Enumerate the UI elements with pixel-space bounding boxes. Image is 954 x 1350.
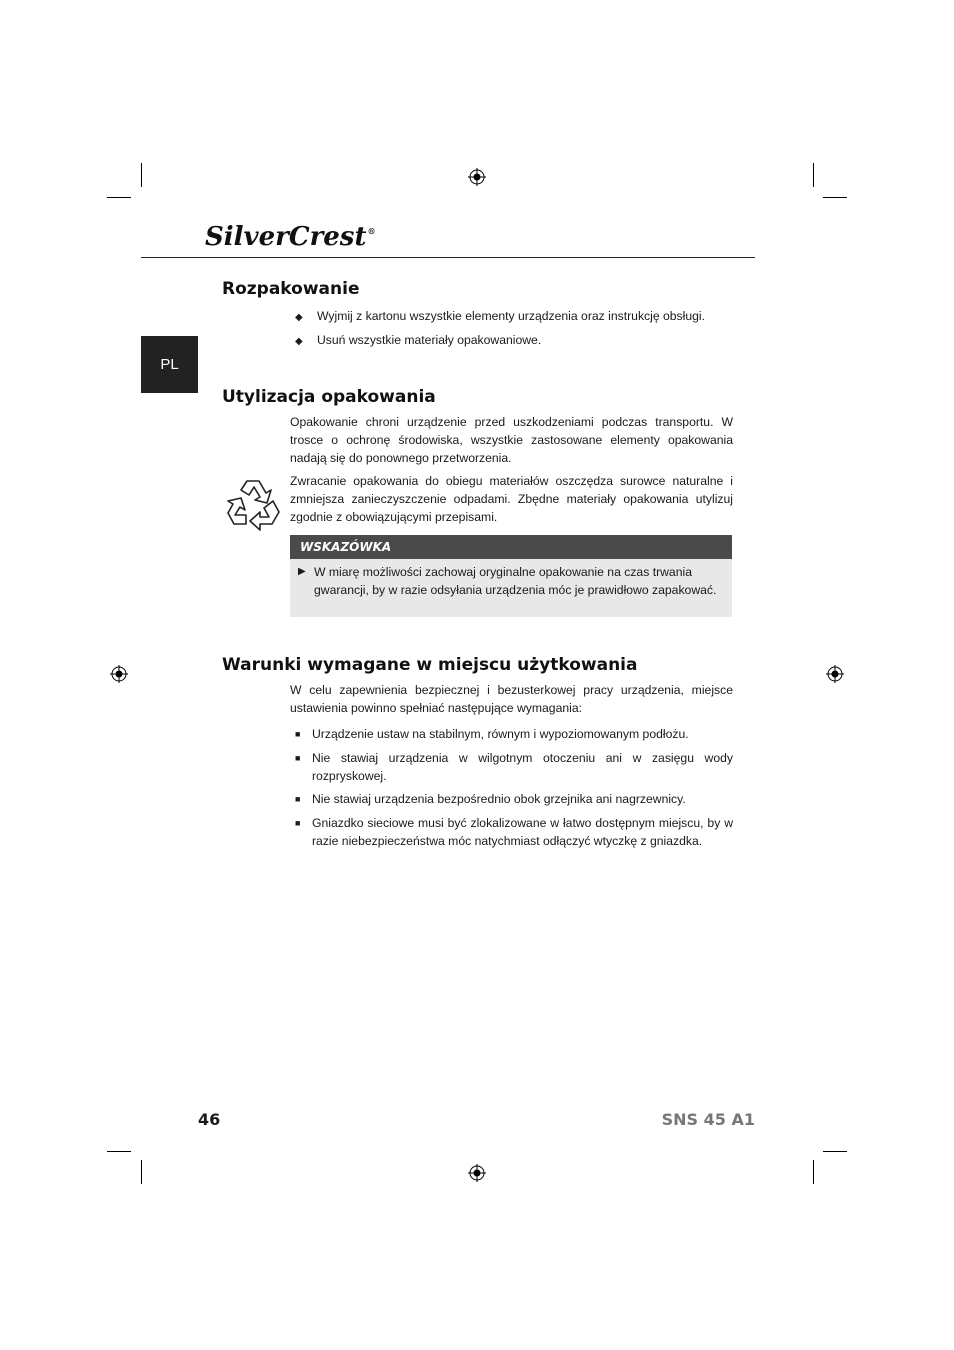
square-bullet-icon: ■	[295, 818, 301, 828]
registration-mark-icon	[468, 1164, 486, 1182]
language-tab-label: PL	[160, 356, 179, 373]
section-title-disposal: Utylizacja opakowania	[222, 387, 436, 407]
note-box	[290, 559, 732, 617]
list-item	[295, 725, 733, 743]
language-tab	[141, 336, 198, 393]
requirements-intro: W celu zapewnienia bezpiecznej i bezusterkowej pracy urządzenia, miejsce ustawienia powinno spełniać następujące wymagania:	[290, 683, 733, 715]
page-number: 46	[198, 1110, 221, 1129]
diamond-bullet-icon: ◆	[295, 336, 303, 347]
crop-mark	[813, 1160, 814, 1184]
section-title-requirements: Warunki wymagane w miejscu użytkowania	[222, 655, 638, 675]
arrow-right-icon: ▶	[298, 566, 306, 577]
model-number: SNS 45 A1	[661, 1110, 755, 1129]
header-rule	[141, 257, 755, 258]
registration-mark-icon	[110, 665, 128, 683]
square-bullet-icon: ■	[295, 753, 301, 763]
brand-logo	[205, 222, 375, 252]
diamond-bullet-icon: ◆	[295, 312, 303, 323]
crop-mark	[823, 197, 847, 198]
list-item	[295, 749, 733, 785]
registration-mark-icon	[468, 168, 486, 186]
list-item-text: Urządzenie ustaw na stabilnym, równym i wypoziomowanym podłożu.	[312, 727, 689, 741]
crop-mark	[823, 1151, 847, 1152]
note-text: W miarę możliwości zachowaj oryginalne opakowanie na czas trwania gwarancji, by w razie odsyłania urządzenia móc je prawidłowo zapakować.	[314, 565, 717, 597]
list-item-text: Usuń wszystkie materiały opakowaniowe.	[317, 333, 542, 347]
recycle-icon	[226, 475, 284, 531]
crop-mark	[141, 163, 142, 187]
note-heading: WSKAZÓWKA	[290, 535, 732, 559]
list-item	[295, 307, 705, 327]
list-item-text: Nie stawiaj urządzenia bezpośrednio obok grzejnika ani nagrzewnicy.	[312, 792, 686, 806]
list-item	[295, 790, 733, 808]
crop-mark	[141, 1160, 142, 1184]
list-item-text: Wyjmij z kartonu wszystkie elementy urządzenia oraz instrukcję obsługi.	[317, 309, 706, 323]
list-item-text: Nie stawiaj urządzenia w wilgotnym otoczeniu ani w zasięgu wody rozpryskowej.	[312, 751, 733, 783]
registered-trademark-icon: ®	[367, 226, 376, 236]
square-bullet-icon: ■	[295, 794, 301, 804]
disposal-paragraph-1: Opakowanie chroni urządzenie przed uszkodzeniami podczas transportu. W trosce o ochronę środowiska, wszystkie zastosowane elementy opakowania nadają się do ponownego przetworzenia.	[290, 415, 733, 465]
crop-mark	[107, 1151, 131, 1152]
brand-logo-text: SilverCrest	[205, 222, 367, 252]
list-item	[295, 814, 733, 850]
registration-mark-icon	[826, 665, 844, 683]
list-item	[295, 331, 541, 351]
section-title-unpacking: Rozpakowanie	[222, 279, 360, 299]
square-bullet-icon: ■	[295, 729, 301, 739]
crop-mark	[107, 197, 131, 198]
disposal-paragraph-2: Zwracanie opakowania do obiegu materiałów oszczędza surowce naturalne i zmniejsza zanieczyszczenie odpadami. Zbędne materiały opakowania utylizuj zgodnie z obowiązującymi przepisami.	[290, 474, 733, 524]
crop-mark	[813, 163, 814, 187]
list-item-text: Gniazdko sieciowe musi być zlokalizowane w łatwo dostępnym miejscu, by w razie niebezpieczeństwa móc natychmiast odłączyć wtyczkę z gniazdka.	[312, 816, 733, 848]
